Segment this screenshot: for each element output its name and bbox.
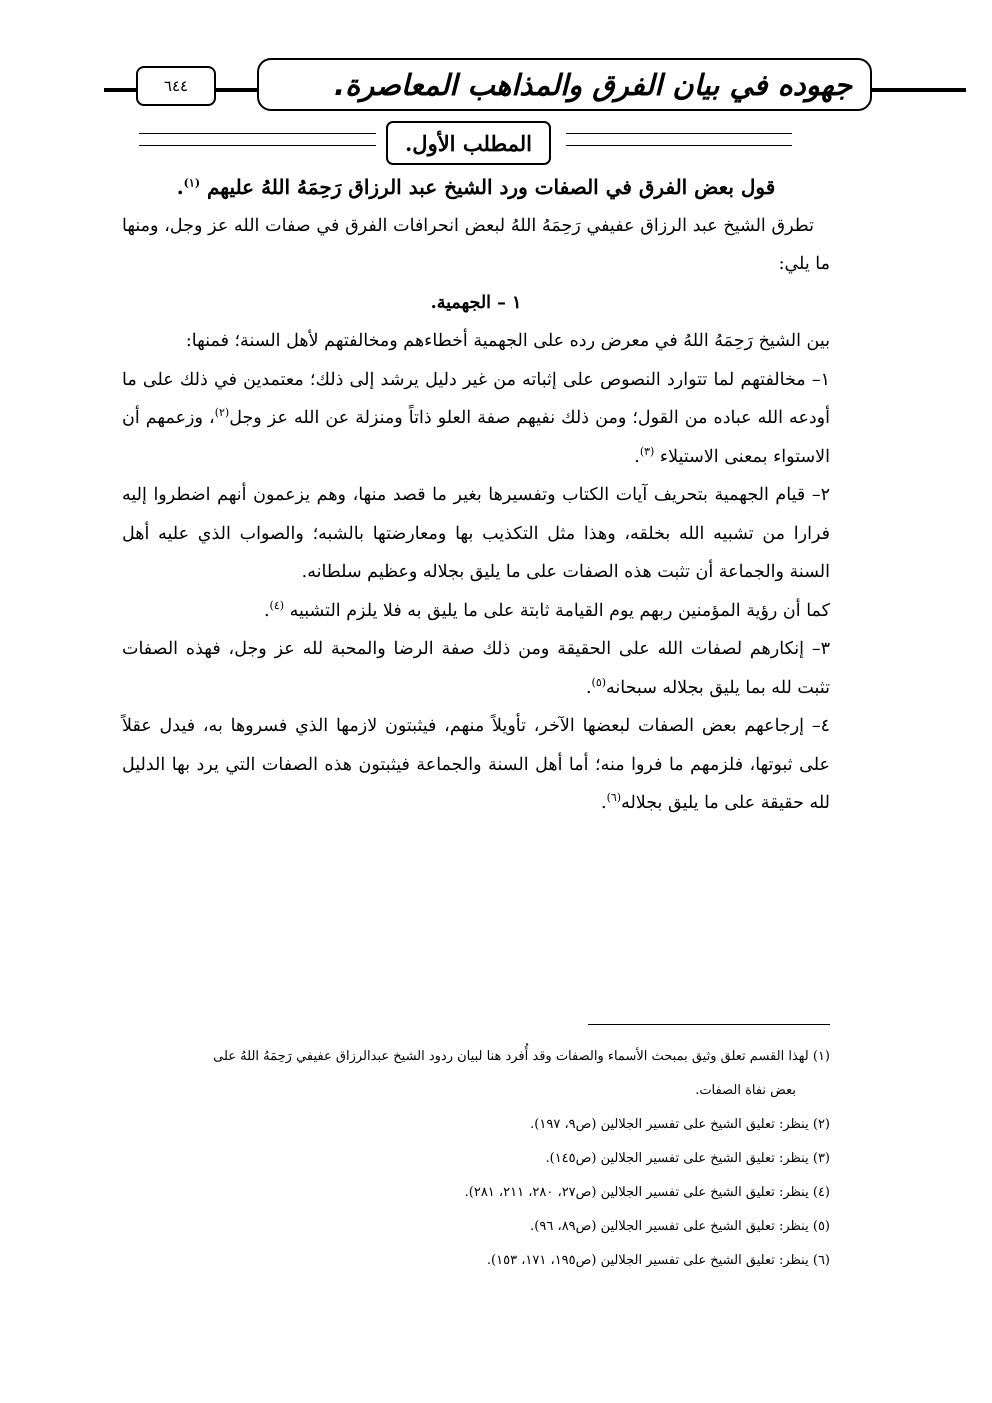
- point-3-text: ٣– إنكارهم لصفات الله على الحقيقة ومن ذلك صفة الرضا والمحبة لله عز وجل، فهذه الصفات تثبت لله بما يليق بجلاله سبحانه: [122, 639, 830, 698]
- footnote-5: (٥) ينظر: تعليق الشيخ على تفسير الجلالين (ص٨٩، ٩٦).: [530, 1219, 830, 1234]
- footnotes: [122, 1040, 830, 1278]
- header-rule-left: [104, 88, 136, 92]
- header-rule-middle: [216, 88, 257, 92]
- footnote-4: (٤) ينظر: تعليق الشيخ على تفسير الجلالين (ص٢٧، ٢٨٠، ٢١١، ٢٨١).: [464, 1185, 830, 1200]
- point-4-paragraph: [122, 707, 830, 823]
- footnote-ref-3: (٣): [639, 444, 655, 458]
- section-label-box: [386, 121, 551, 165]
- footnote-1-continued: بعض نفاة الصفات.: [695, 1083, 796, 1098]
- lead-paragraph: بين الشيخ رَحِمَهُ اللهُ في معرض رده على الجهمية أخطاءهم ومخالفتهم لأهل السنة؛ فمنها:: [185, 331, 830, 351]
- section-heading-end: .: [176, 175, 184, 199]
- header-rule-right: [872, 88, 966, 92]
- point-2b-text: كما أن رؤية المؤمنين ربهم يوم القيامة ثابتة على ما يليق به فلا يلزم التشبيه: [289, 600, 830, 621]
- point-3-paragraph: [122, 630, 830, 707]
- footnote-ref-2: (٢): [214, 406, 230, 420]
- header-title-box: [257, 58, 872, 111]
- intro-paragraph: تطرق الشيخ عبد الرزاق عفيفي رَحِمَهُ اللهُ لبعض انحرافات الفرق في صفات الله عز وجل، ومنها ما يلي:: [122, 215, 830, 274]
- point-2-paragraph: ٢– قيام الجهمية بتحريف آيات الكتاب وتفسيرها بغير ما قصد منها، وهم يزعمون أنهم اضطروا إليه فرارا من تشبيه الله بخلقه، وهذا مثل التكذيب بها ومعارضتها بالشبه؛ والصواب الذي عليه أهل السنة والجماعة أن تثبت هذه الصفات على ما يليق بجلاله وعظيم سلطانه.: [122, 485, 830, 582]
- point-1-paragraph: [122, 361, 830, 477]
- footnote-ref-6: (٦): [606, 791, 622, 805]
- point-4-end: .: [601, 793, 607, 813]
- section-rule-right-bottom: [566, 145, 792, 146]
- footnote-1: [122, 1040, 830, 1074]
- point-1-end: .: [634, 446, 640, 467]
- section-rule-left-bottom: [139, 145, 376, 146]
- section-heading-text: قول بعض الفرق في الصفات ورد الشيخ عبد الرزاق رَحِمَهُ اللهُ عليهم: [207, 175, 776, 199]
- footnote-3: (٣) ينظر: تعليق الشيخ على تفسير الجلالين (ص١٤٥).: [545, 1151, 830, 1166]
- section-rule-right-top: [566, 133, 792, 134]
- section-heading: [122, 168, 830, 207]
- point-2b-end: .: [263, 600, 270, 621]
- page-number: ٦٤٤: [163, 77, 189, 95]
- point-1-text-cont: ، وزعمهم أن الاستواء بمعنى الاستيلاء: [122, 408, 830, 467]
- section-label: المطلب الأول.: [405, 130, 533, 156]
- footnote-ref-5: (٥): [591, 675, 607, 689]
- page-number-box: [136, 66, 216, 106]
- footnote-6: (٦) ينظر: تعليق الشيخ على تفسير الجلالين (ص١٩٥، ١٧١، ١٥٣).: [486, 1253, 830, 1268]
- header-title: جهوده في بيان الفرق والمذاهب المعاصرة.: [334, 67, 852, 102]
- section-rule-left-top: [139, 133, 376, 134]
- point-1-text: ١– مخالفتهم لما تتوارد النصوص على إثباته من غير دليل يرشد إلى ذلك؛ معتمدين في ذلك على ما أودعه الله عباده من القول؛ ومن ذلك نفيهم صفة العلو ذاتاً ومنزلة عن الله عز وجل: [122, 369, 830, 428]
- footnote-ref-4: (٤): [269, 598, 285, 612]
- footnote-1-text: لهذا القسم تعلق وثيق بمبحث الأسماء والصفات وقد أُفرد هنا لبيان ردود الشيخ عبدالرزاق عفيفي رَحِمَهُ اللهُ على: [213, 1049, 809, 1064]
- footnote-separator: [588, 1024, 830, 1025]
- main-content: [122, 168, 830, 823]
- point-3-end: .: [585, 677, 592, 698]
- subheading: ١ – الجهمية.: [430, 292, 522, 313]
- footnote-1-number: (١): [812, 1049, 830, 1064]
- footnote-2: (٢) ينظر: تعليق الشيخ على تفسير الجلالين (ص٩، ١٩٧).: [530, 1117, 830, 1132]
- footnote-ref-1: (١): [183, 176, 201, 190]
- point-2b-paragraph: [122, 592, 830, 631]
- point-4-text: ٤– إرجاعهم بعض الصفات لبعضها الآخر، تأويلاً منهم، فيثبتون لازمها الذي فسروها به، فيدل عقلاً على ثبوتها، فلزمهم ما فروا منه؛ أما أهل السنة والجماعة فيثبتون هذه الصفات التي يرد بها الدليل لله حقيقة على ما يليق بجلاله: [122, 716, 830, 813]
